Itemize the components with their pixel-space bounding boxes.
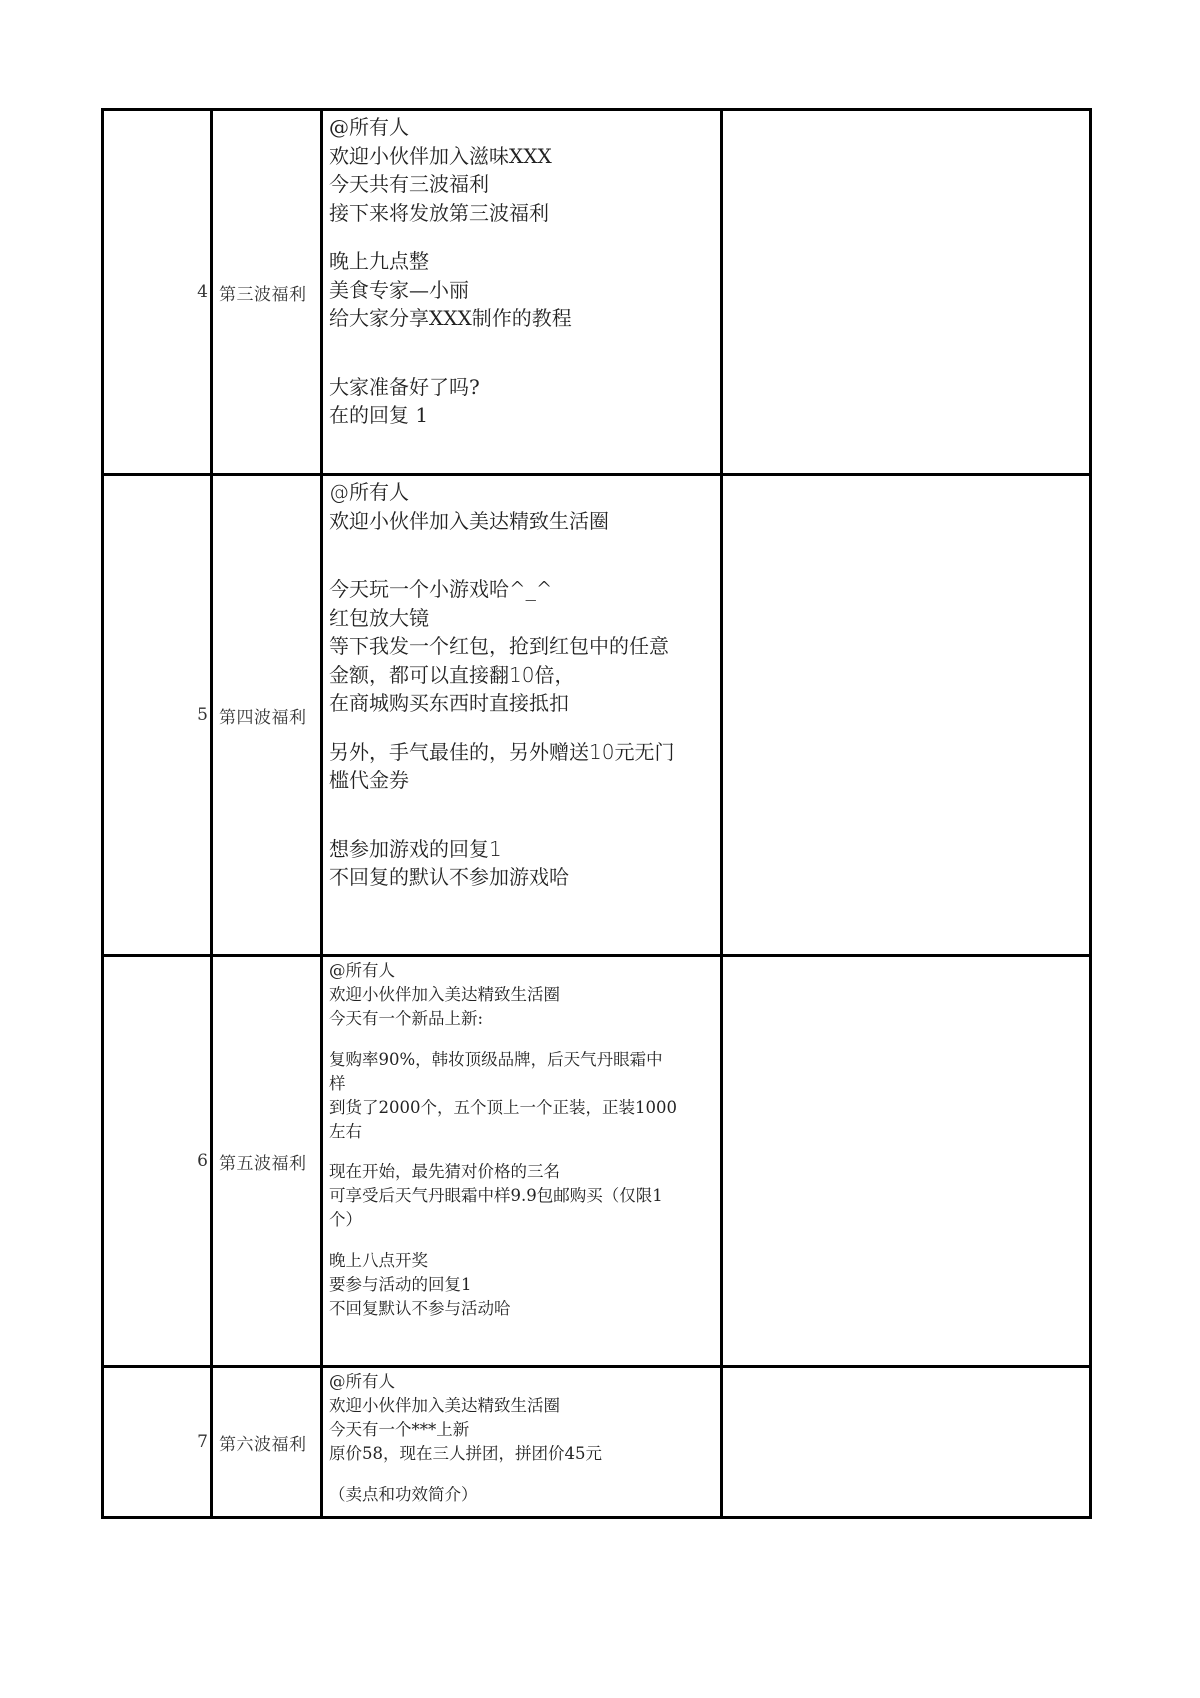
message-line <box>329 815 720 835</box>
table-row <box>101 1365 1092 1519</box>
message-line: 想参加游戏的回复1 <box>329 836 502 861</box>
message-line: 晚上九点整 <box>329 249 429 273</box>
row-number: 6 <box>197 1151 208 1171</box>
message-line: 接下来将发放第三波福利 <box>329 200 549 225</box>
row-number: 5 <box>197 705 208 725</box>
message-line: 样 <box>329 1073 346 1093</box>
message-line: @所有人 <box>329 115 409 139</box>
message-line: 现在开始，最先猜对价格的三名 <box>329 1162 560 1181</box>
message-line: 欢迎小伙伴加入美达精致生活圈 <box>329 1396 560 1415</box>
message-line <box>329 1144 720 1161</box>
message-line: 美食专家—小丽 <box>329 277 469 302</box>
message-line: 给大家分享XXX制作的教程 <box>329 306 572 330</box>
message-line: 在的回复 1 <box>329 403 429 427</box>
row-number: 4 <box>197 282 208 302</box>
message-line: 要参与活动的回复1 <box>329 1274 472 1294</box>
message-line: 不回复的默认不参加游戏哈 <box>329 865 569 889</box>
message-line: 复购率90%，韩妆顶级品牌，后天气丹眼霜中 <box>329 1049 663 1069</box>
message-line: 欢迎小伙伴加入美达精致生活圈 <box>329 985 560 1004</box>
message-line <box>329 535 720 555</box>
message-line: 原价58，现在三人拼团，拼团价45元 <box>329 1444 602 1463</box>
message-line: 欢迎小伙伴加入滋味XXX <box>329 143 552 168</box>
message-line: 今天共有三波福利 <box>329 172 489 196</box>
message-line: 欢迎小伙伴加入美达精致生活圈 <box>329 508 609 533</box>
message-content <box>320 111 720 473</box>
message-line: 可享受后天气丹眼霜中样9.9包邮购买（仅限1 <box>329 1186 663 1205</box>
wave-name: 第五波福利 <box>210 957 320 1365</box>
message-line: 个） <box>329 1210 362 1229</box>
message-line: 今天有一个***上新 <box>329 1420 470 1439</box>
message-line: 今天玩一个小游戏哈^_^ <box>329 577 553 601</box>
message-line: 槛代金券 <box>329 768 409 792</box>
notes-cell <box>720 111 1092 473</box>
message-line: @所有人 <box>329 961 395 980</box>
message-line: 到货了2000个，五个顶上一个正装，正装1000 <box>329 1097 677 1117</box>
message-line <box>329 353 720 373</box>
message-line: 在商城购买东西时直接抵扣 <box>329 691 569 715</box>
row-number: 7 <box>197 1432 208 1452</box>
message-line: 大家准备好了吗? <box>329 374 480 399</box>
message-line: （卖点和功效简介） <box>329 1484 478 1504</box>
wave-name: 第六波福利 <box>210 1368 320 1516</box>
message-line: @所有人 <box>329 480 409 504</box>
notes-cell <box>720 476 1092 954</box>
message-line: 红包放大镜 <box>329 605 429 630</box>
message-line <box>329 1031 720 1048</box>
table-row <box>101 473 1092 954</box>
message-line <box>329 555 720 575</box>
message-line: 不回复默认不参与活动哈 <box>329 1298 511 1318</box>
message-line: 晚上八点开奖 <box>329 1250 428 1270</box>
notes-cell <box>720 1368 1092 1516</box>
message-line <box>329 718 720 738</box>
table-row <box>101 108 1092 473</box>
message-line <box>329 1466 720 1483</box>
message-line: 左右 <box>329 1121 362 1141</box>
message-content <box>320 957 720 1365</box>
welfare-schedule-table <box>101 108 1092 1519</box>
message-line: 等下我发一个红包，抢到红包中的任意 <box>329 634 669 658</box>
message-line: 另外，手气最佳的，另外赠送10元无门 <box>329 739 675 764</box>
message-content <box>320 476 720 954</box>
message-line: @所有人 <box>329 1372 395 1391</box>
message-content <box>320 1368 720 1516</box>
message-line <box>329 795 720 815</box>
table-row <box>101 954 1092 1365</box>
message-line <box>329 227 720 247</box>
message-line <box>329 333 720 353</box>
notes-cell <box>720 957 1092 1365</box>
message-line: 今天有一个新品上新: <box>329 1009 484 1028</box>
wave-name: 第三波福利 <box>210 111 320 473</box>
message-line <box>329 1232 720 1249</box>
wave-name: 第四波福利 <box>210 476 320 954</box>
message-line: 金额，都可以直接翻10倍， <box>329 662 575 687</box>
